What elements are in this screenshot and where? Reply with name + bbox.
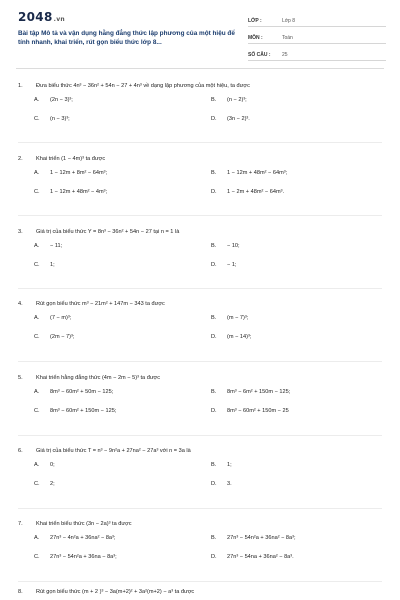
question-stem: Rút gọn biểu thức m³ − 21m² + 147m − 343 ta được bbox=[36, 301, 165, 307]
option-letter: C. bbox=[34, 554, 40, 560]
option-text: (n − 3)³; bbox=[50, 116, 70, 122]
option-letter: B. bbox=[211, 97, 217, 103]
option-text: 1 − 12m + 48m² − 4m³; bbox=[50, 189, 108, 195]
option-text: (n − 2)³; bbox=[227, 97, 247, 103]
meta-row-subject bbox=[248, 31, 386, 44]
logo-suffix: .vn bbox=[53, 16, 65, 23]
question-3 bbox=[18, 228, 388, 283]
question-6 bbox=[18, 447, 388, 502]
option-text: (2m − 7)³; bbox=[50, 334, 75, 340]
option-text: (7 − m)³; bbox=[50, 315, 72, 321]
option-text: 8m³ − 60m² + 150m − 125; bbox=[50, 408, 117, 414]
question-number: 7. bbox=[18, 521, 23, 527]
option-text: 27n³ − 54n²a + 36na − 8a³; bbox=[50, 554, 117, 560]
option-text: − 11; bbox=[50, 243, 63, 249]
option-b[interactable] bbox=[211, 97, 381, 103]
option-letter: D. bbox=[211, 262, 217, 268]
question-stem: Khai triển (1 − 4m)³ ta được bbox=[36, 156, 106, 162]
option-d[interactable] bbox=[211, 334, 381, 340]
logo-text: 2048 bbox=[18, 10, 53, 24]
option-letter: C. bbox=[34, 189, 40, 195]
option-c[interactable] bbox=[34, 116, 204, 122]
option-text: 1; bbox=[227, 462, 232, 468]
option-letter: A. bbox=[34, 315, 40, 321]
question-stem: Khai triển biểu thức (3n − 2a)³ ta được bbox=[36, 521, 132, 527]
option-text: 8m³ − 60m² + 50m − 125; bbox=[50, 389, 114, 395]
option-a[interactable] bbox=[34, 170, 204, 176]
option-d[interactable] bbox=[211, 408, 381, 414]
option-a[interactable] bbox=[34, 535, 204, 541]
meta-label: SỐ CÂU : bbox=[248, 52, 271, 58]
question-4 bbox=[18, 300, 388, 355]
question-separator bbox=[18, 288, 382, 289]
option-letter: C. bbox=[34, 481, 40, 487]
question-7 bbox=[18, 520, 388, 575]
document-title: Bài tập Mô tả và vận dụng hằng đẳng thức lập phương của một hiệu để tính nhanh, khai triển, rút gọn biểu thức lớp 8... bbox=[18, 30, 235, 46]
option-letter: A. bbox=[34, 243, 40, 249]
option-a[interactable] bbox=[34, 243, 204, 249]
option-text: 27n³ − 54n²a + 36na² − 8a³; bbox=[227, 535, 296, 541]
question-number: 2. bbox=[18, 156, 23, 162]
option-text: (3n − 2)³. bbox=[227, 116, 250, 122]
option-letter: A. bbox=[34, 389, 40, 395]
option-text: 2; bbox=[50, 481, 55, 487]
header-divider bbox=[16, 68, 384, 69]
option-text: 27n³ − 54na + 36na² − 8a³. bbox=[227, 554, 294, 560]
question-number: 3. bbox=[18, 229, 23, 235]
option-text: 0; bbox=[50, 462, 55, 468]
option-letter: A. bbox=[34, 170, 40, 176]
option-letter: C. bbox=[34, 262, 40, 268]
meta-label: MÔN : bbox=[248, 35, 263, 41]
option-letter: C. bbox=[34, 116, 40, 122]
option-text: 27n³ − 4n²a + 36na² − 8a³; bbox=[50, 535, 116, 541]
option-d[interactable] bbox=[211, 481, 381, 487]
question-stem: Khai triển hằng đẳng thức (4m − 2m − 5)³ ta được bbox=[36, 375, 161, 381]
question-stem: Đưa biểu thức 4n³ − 36n² + 54n − 27 + 4n³ về dạng lập phương của một hiệu, ta được bbox=[36, 83, 250, 89]
option-letter: D. bbox=[211, 116, 217, 122]
option-b[interactable] bbox=[211, 315, 381, 321]
option-text: 3. bbox=[227, 481, 232, 487]
option-c[interactable] bbox=[34, 189, 204, 195]
option-b[interactable] bbox=[211, 535, 381, 541]
option-letter: B. bbox=[211, 315, 217, 321]
meta-value: Toán bbox=[282, 35, 293, 41]
question-1 bbox=[18, 82, 388, 137]
option-c[interactable] bbox=[34, 481, 204, 487]
question-separator bbox=[18, 215, 382, 216]
option-a[interactable] bbox=[34, 389, 204, 395]
option-text: 1; bbox=[50, 262, 55, 268]
option-letter: C. bbox=[34, 334, 40, 340]
meta-value: Lớp 8 bbox=[282, 18, 296, 24]
question-separator bbox=[18, 435, 382, 436]
option-d[interactable] bbox=[211, 554, 381, 560]
option-b[interactable] bbox=[211, 243, 381, 249]
option-d[interactable] bbox=[211, 189, 381, 195]
question-stem: Rút gọn biểu thức (m + 2 )³ − 3a(m+2)² + 3a²(m+2) − a³ ta được bbox=[36, 589, 195, 595]
option-text: 1 − 2m + 48m² − 64m³. bbox=[227, 189, 285, 195]
question-number: 8. bbox=[18, 589, 23, 595]
option-text: 1 − 12m + 8m² − 64m³; bbox=[50, 170, 108, 176]
option-letter: A. bbox=[34, 97, 40, 103]
option-text: (m − 14)³; bbox=[227, 334, 252, 340]
option-d[interactable] bbox=[211, 262, 381, 268]
question-separator bbox=[18, 142, 382, 143]
option-text: (m − 7)³; bbox=[227, 315, 249, 321]
option-c[interactable] bbox=[34, 262, 204, 268]
meta-label: LỚP : bbox=[248, 18, 262, 24]
option-c[interactable] bbox=[34, 554, 204, 560]
question-separator bbox=[18, 508, 382, 509]
option-d[interactable] bbox=[211, 116, 381, 122]
question-number: 6. bbox=[18, 448, 23, 454]
option-letter: D. bbox=[211, 334, 217, 340]
meta-row-class bbox=[248, 14, 386, 27]
question-2 bbox=[18, 155, 388, 210]
option-c[interactable] bbox=[34, 334, 204, 340]
question-number: 4. bbox=[18, 301, 23, 307]
option-a[interactable] bbox=[34, 315, 204, 321]
document-meta bbox=[248, 14, 386, 65]
option-text: 8m³ − 60m² + 150m − 25 bbox=[227, 408, 289, 414]
question-number: 1. bbox=[18, 83, 23, 89]
question-separator bbox=[18, 361, 382, 362]
option-letter: B. bbox=[211, 243, 217, 249]
option-letter: B. bbox=[211, 462, 217, 468]
option-text: (2n − 3)³; bbox=[50, 97, 73, 103]
option-b[interactable] bbox=[211, 389, 381, 395]
option-letter: A. bbox=[34, 535, 40, 541]
option-text: − 1; bbox=[227, 262, 237, 268]
meta-value: 25 bbox=[282, 52, 288, 58]
option-letter: B. bbox=[211, 170, 217, 176]
option-letter: D. bbox=[211, 481, 217, 487]
option-letter: B. bbox=[211, 389, 217, 395]
option-a[interactable] bbox=[34, 97, 204, 103]
question-number: 5. bbox=[18, 375, 23, 381]
option-a[interactable] bbox=[34, 462, 204, 468]
option-text: 1 − 12m + 48m² − 64m³; bbox=[227, 170, 288, 176]
option-b[interactable] bbox=[211, 170, 381, 176]
option-text: − 10; bbox=[227, 243, 240, 249]
question-5 bbox=[18, 374, 388, 429]
meta-row-count bbox=[248, 48, 386, 61]
option-b[interactable] bbox=[211, 462, 381, 468]
question-stem: Giá trị của biểu thức T = n³ − 9n²a + 27na² − 27a³ với n = 3a là bbox=[36, 448, 191, 454]
option-letter: D. bbox=[211, 554, 217, 560]
question-stem: Giá trị của biểu thức Y = 8n³ − 36n² + 54n − 27 tại n = 1 là bbox=[36, 229, 180, 235]
option-text: 8m³ − 6m² + 150m − 125; bbox=[227, 389, 291, 395]
option-letter: D. bbox=[211, 408, 217, 414]
option-letter: D. bbox=[211, 189, 217, 195]
page-header bbox=[0, 0, 400, 68]
option-c[interactable] bbox=[34, 408, 204, 414]
question-separator bbox=[18, 581, 382, 582]
question-8 bbox=[18, 588, 388, 596]
option-letter: A. bbox=[34, 462, 40, 468]
option-letter: C. bbox=[34, 408, 40, 414]
option-letter: B. bbox=[211, 535, 217, 541]
